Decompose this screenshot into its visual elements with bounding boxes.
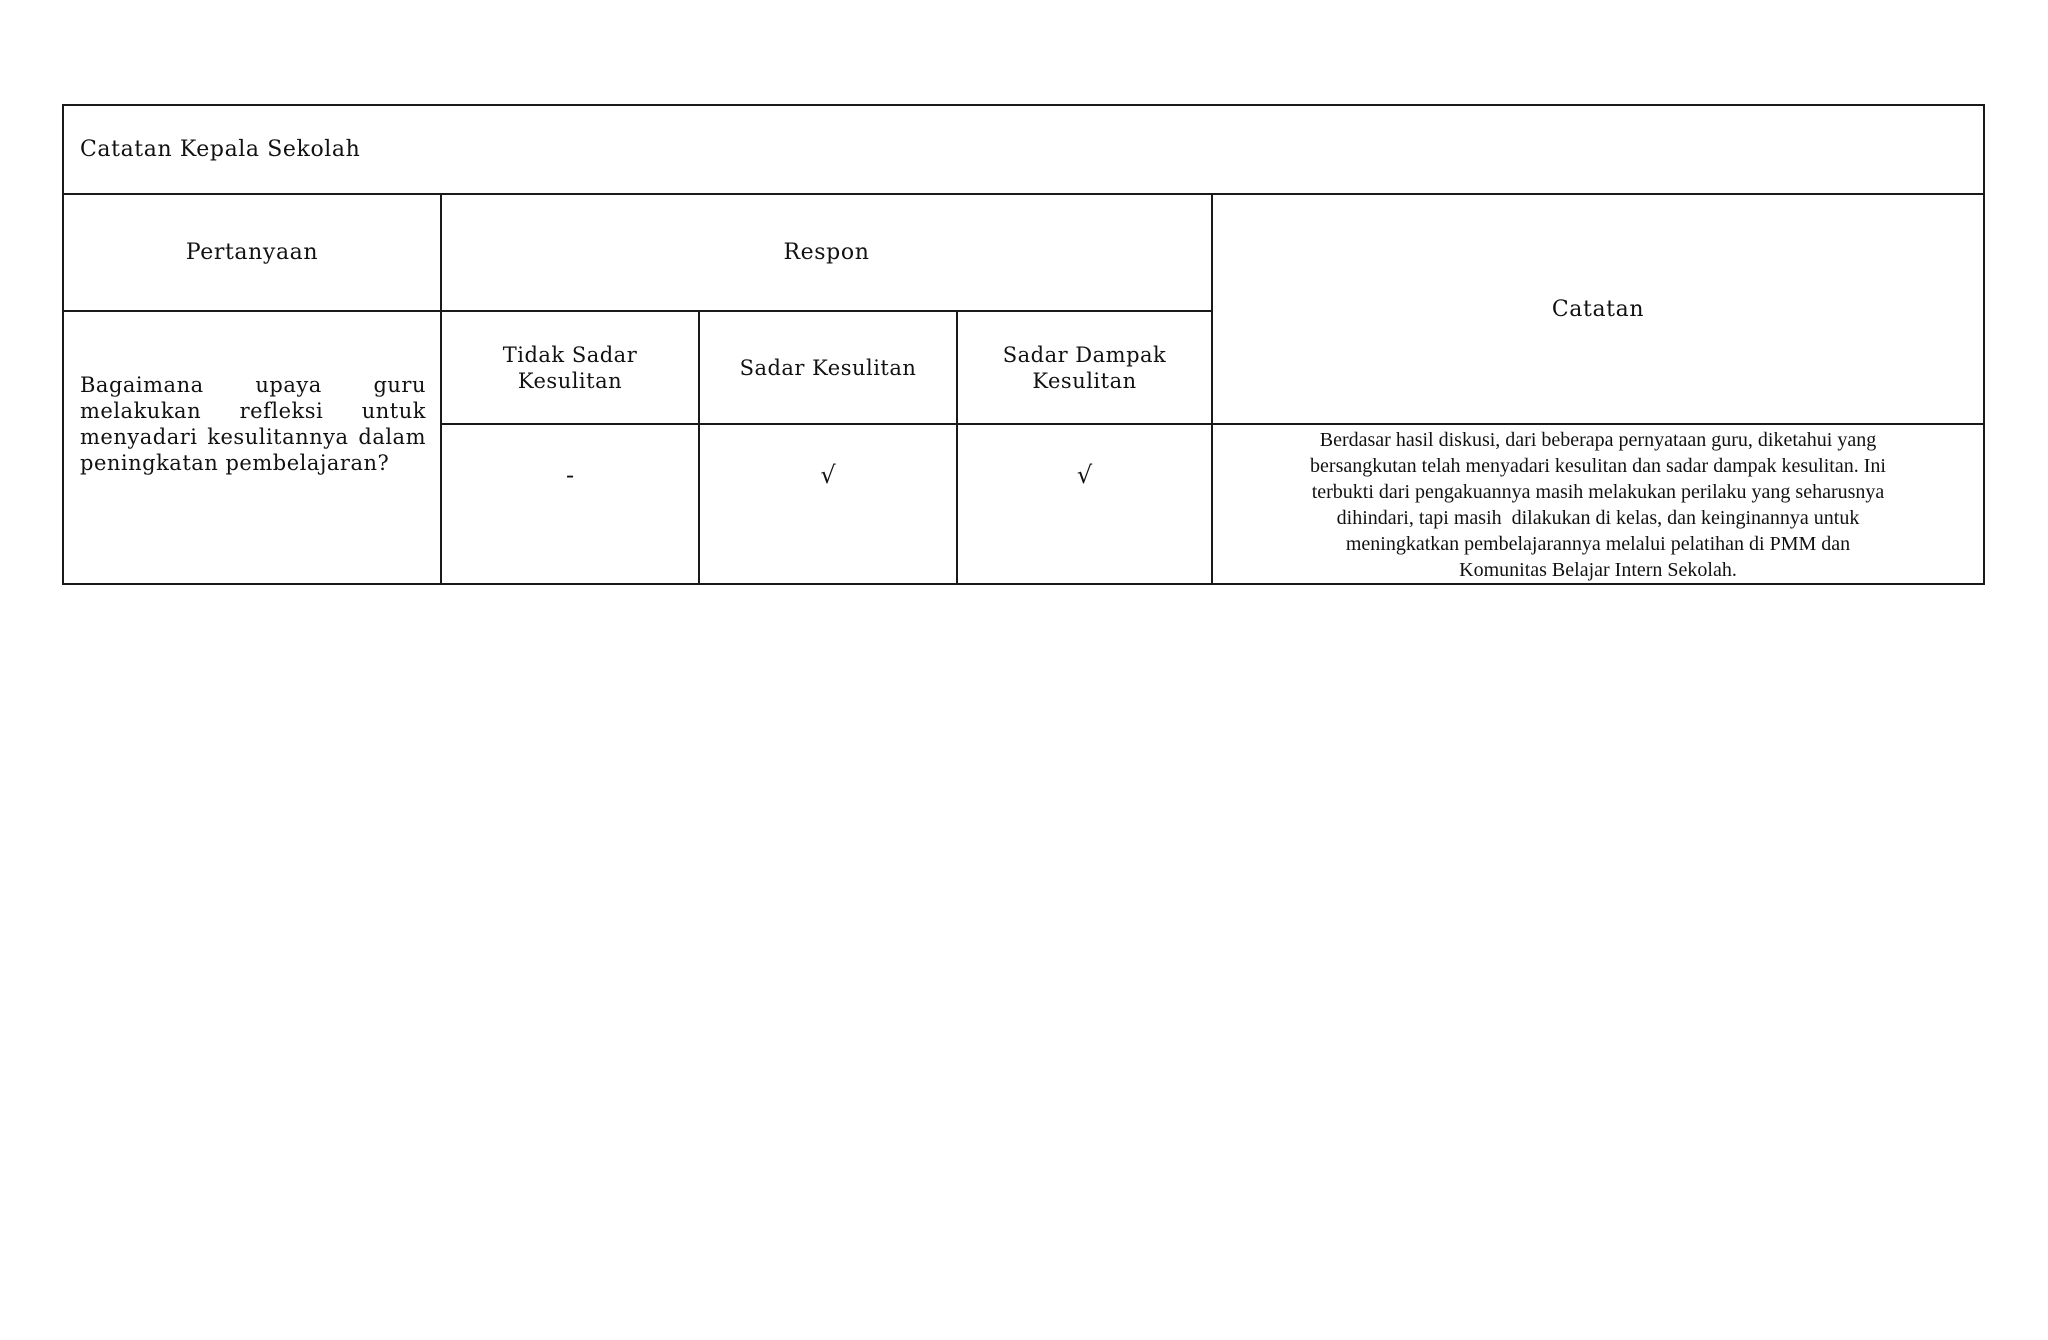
note-line: dihindari, tapi masih dilakukan di kelas, dan keinginannya untuk bbox=[1336, 507, 1860, 529]
header-sadar-kesulitan bbox=[699, 311, 957, 424]
note-line: bersangkutan telah menyadari kesulitan dan sadar dampak kesulitan. Ini bbox=[1310, 455, 1886, 477]
header-sadar-dampak-kesulitan bbox=[957, 311, 1212, 424]
header-catatan: Catatan bbox=[1212, 194, 1984, 424]
note-line: Komunitas Belajar Intern Sekolah. bbox=[1459, 559, 1737, 581]
notes-table bbox=[62, 104, 1985, 585]
header-pertanyaan: Pertanyaan bbox=[63, 194, 441, 311]
note-line: terbukti dari pengakuannya masih melakukan perilaku yang seharusnya bbox=[1311, 481, 1885, 503]
table-title: Catatan Kepala Sekolah bbox=[63, 105, 1984, 194]
header-tidak-sadar-kesulitan-label: Tidak Sadar Kesulitan bbox=[502, 342, 638, 393]
response-sadar-kesulitan: √ bbox=[699, 424, 957, 584]
response-tidak-sadar-kesulitan: - bbox=[441, 424, 699, 584]
question-text: Bagaimana upaya guru melakukan refleksi untuk menyadari kesulitannya dalam peningkatan pembelajaran? bbox=[63, 311, 441, 584]
header-respon: Respon bbox=[441, 194, 1212, 311]
note-line: meningkatkan pembelajarannya melalui pelatihan di PMM dan bbox=[1345, 533, 1851, 555]
note-line: Berdasar hasil diskusi, dari beberapa pernyataan guru, diketahui yang bbox=[1319, 429, 1877, 451]
response-sadar-dampak-kesulitan: √ bbox=[957, 424, 1212, 584]
header-tidak-sadar-kesulitan bbox=[441, 311, 699, 424]
note-text bbox=[1212, 424, 1984, 584]
header-sadar-dampak-kesulitan-label: Sadar Dampak Kesulitan bbox=[1002, 342, 1167, 393]
header-sadar-kesulitan-label: Sadar Kesulitan bbox=[739, 355, 917, 380]
